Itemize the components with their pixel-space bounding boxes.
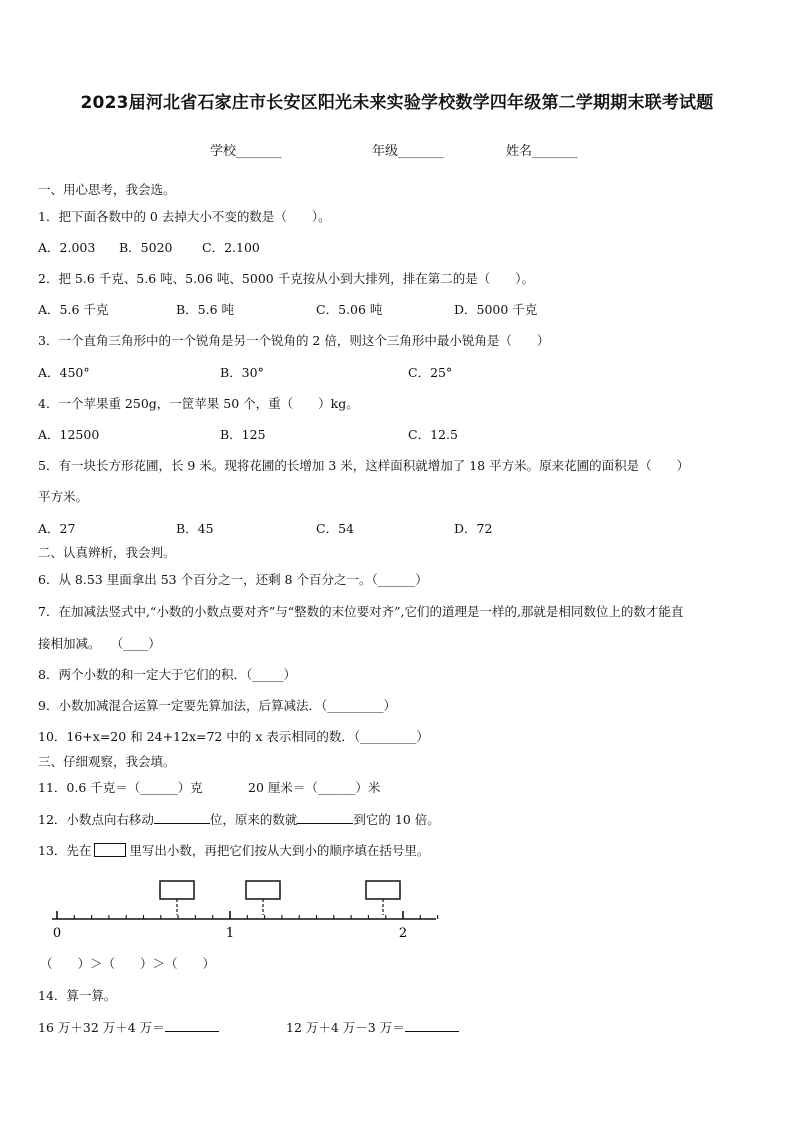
question-14: 14．算一算。 (38, 988, 117, 1003)
number-line-ticks (57, 911, 438, 919)
q3-option-c: C．25° (408, 365, 453, 380)
question-13-order: （ ）＞（ ）＞（ ） (40, 956, 216, 971)
q12-text-c: 到它的 10 倍。 (353, 812, 440, 827)
number-line-box-3 (366, 881, 400, 899)
question-5: 5．有一块长方形花圃，长 9 米。现将花圃的长增加 3 米，这样面积就增加了 18 平方米。原来花圃的面积是（ ） (38, 458, 690, 473)
question-4: 4．一个苹果重 250g，一筐苹果 50 个，重（ ）kg。 (38, 396, 359, 411)
q1-option-c: C．2.100 (202, 240, 260, 255)
tick-label-1: 1 (225, 926, 235, 941)
question-5-continued: 平方米。 (38, 489, 89, 504)
q12-text-b: 位，原来的数就 (209, 812, 298, 827)
question-10: 10．16+x=20 和 24+12x=72 中的 x 表示相同的数．（_________） (38, 729, 429, 744)
number-line-box-2 (246, 881, 280, 899)
question-7: 7．在加减法竖式中,“小数的小数点要对齐”与“整数的末位要对齐”,它们的道理是一样的,那就是相同数位上的数才能直 (38, 604, 684, 619)
question-8: 8．两个小数的和一定大于它们的积．（_____） (38, 667, 296, 682)
q14-expression-1-text: 16 万＋32 万＋4 万＝ (38, 1020, 165, 1035)
q2-option-b: B．5.6 吨 (176, 302, 235, 317)
question-11-part-1: 11．0.6 千克＝（______）克 (38, 780, 203, 795)
question-2: 2．把 5.6 千克、5.6 吨、5.06 吨、5000 千克按从小到大排列，排在第二的是（ ）。 (38, 271, 534, 286)
q12-text-a: 12．小数点向右移动 (38, 812, 154, 827)
q12-blank-1 (154, 811, 210, 824)
section-2-heading: 二、认真辨析，我会判。 (38, 545, 176, 560)
q14-expression-1 (38, 1019, 219, 1036)
section-3-heading: 三、仔细观察，我会填。 (38, 754, 176, 769)
question-6: 6．从 8.53 里面拿出 53 个百分之一，还剩 8 个百分之一。（______） (38, 572, 428, 587)
grade-field: 年级_______ (372, 144, 444, 159)
question-13 (38, 843, 429, 859)
question-3: 3．一个直角三角形中的一个锐角是另一个锐角的 2 倍，则这个三角形中最小锐角是（ ） (38, 333, 550, 348)
q2-option-a: A．5.6 千克 (38, 302, 109, 317)
section-1-heading: 一、用心思考，我会选。 (38, 182, 176, 197)
q4-option-a: A．12500 (38, 427, 100, 442)
q13-example-box (94, 843, 126, 857)
q5-option-c: C．54 (316, 521, 354, 536)
q3-option-b: B．30° (220, 365, 264, 380)
number-line-box-1 (160, 881, 194, 899)
question-7-continued: 接相加减。 （____） (38, 636, 161, 651)
q2-option-d: D．5000 千克 (454, 302, 538, 317)
q5-option-d: D．72 (454, 521, 493, 536)
page-title: 2023届河北省石家庄市长安区阳光未来实验学校数学四年级第二学期期末联考试题 (80, 93, 714, 113)
q14-blank-2 (405, 1019, 459, 1032)
school-field: 学校_______ (210, 144, 282, 159)
q1-option-a: A．2.003 (38, 240, 96, 255)
q13-text-b: 里写出小数，再把它们按从大到小的顺序填在括号里。 (129, 843, 430, 858)
q3-option-a: A．450° (38, 365, 90, 380)
q13-text-a: 13．先在 (38, 843, 92, 858)
question-12 (38, 811, 440, 828)
question-11-part-2: 20 厘米＝（______）米 (248, 780, 381, 795)
q1-option-b: B．5020 (119, 240, 173, 255)
q14-expression-2 (286, 1019, 459, 1036)
number-line-figure (40, 875, 440, 945)
question-9: 9．小数加减混合运算一定要先算加法，后算减法．（_________） (38, 698, 396, 713)
q12-blank-2 (297, 811, 353, 824)
question-1: 1．把下面各数中的 0 去掉大小不变的数是（ ）。 (38, 209, 331, 224)
q4-option-c: C．12.5 (408, 427, 458, 442)
q4-option-b: B．125 (220, 427, 266, 442)
q5-option-a: A．27 (38, 521, 76, 536)
name-field: 姓名_______ (506, 144, 578, 159)
q5-option-b: B．45 (176, 521, 214, 536)
q2-option-c: C．5.06 吨 (316, 302, 383, 317)
tick-label-2: 2 (398, 926, 408, 941)
q14-blank-1 (165, 1019, 219, 1032)
q14-expression-2-text: 12 万＋4 万－3 万＝ (286, 1020, 405, 1035)
tick-label-0: 0 (52, 926, 62, 941)
